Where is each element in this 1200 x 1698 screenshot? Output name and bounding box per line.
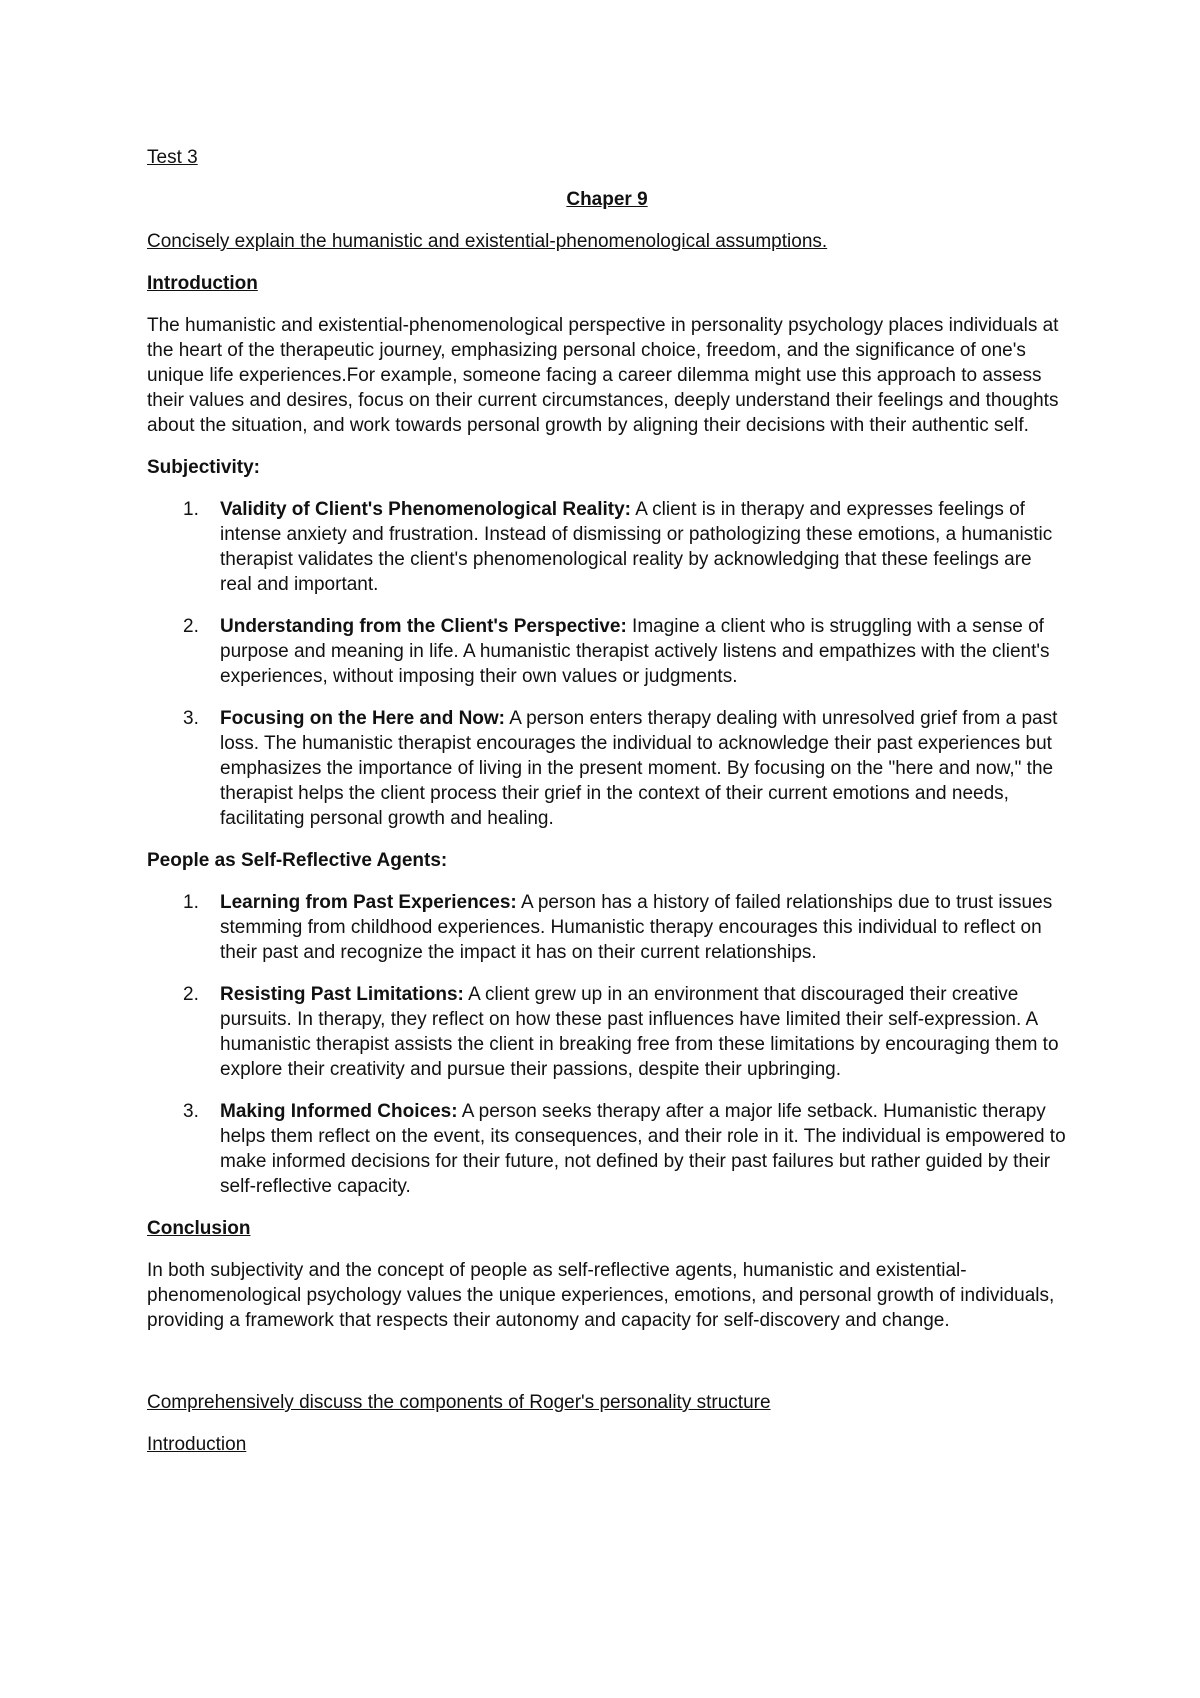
list-number: 3. [183, 708, 199, 729]
chapter-title: Chaper 9 [566, 189, 648, 210]
list-item-text: Imagine a client who is struggling with a sense of purpose and meaning in life. A humanistic therapist actively listens and empathizes with the client's experiences, without imposing their own values or judgments. [220, 616, 1050, 687]
list-item-text: A client grew up in an environment that discouraged their creative pursuits. In therapy, they reflect on how these past influences have limited their self-expression. A humanistic therapist assists the client in breaking free from these limitations by encouraging them to explore their creativity and pursue their passions, despite their upbringing. [220, 984, 1059, 1080]
list-item-title: Making Informed Choices: [220, 1101, 458, 1122]
list-item [147, 497, 1067, 597]
list-item-title: Understanding from the Client's Perspective: [220, 616, 627, 637]
list-item-text: A person has a history of failed relationships due to trust issues stemming from childhood experiences. Humanistic therapy encourages this individual to reflect on their past and recognize the impact it has on their current relationships. [220, 892, 1053, 963]
list-number: 3. [183, 1101, 199, 1122]
intro-heading: Introduction [147, 273, 258, 294]
list-number: 1. [183, 499, 199, 520]
list-item-title: Focusing on the Here and Now: [220, 708, 506, 729]
conclusion-heading: Conclusion [147, 1218, 251, 1239]
list-number: 2. [183, 984, 199, 1005]
subjectivity-heading: Subjectivity: [147, 457, 260, 478]
list-item-text: A person enters therapy dealing with unresolved grief from a past loss. The humanistic therapist encourages the individual to acknowledge their past experiences but emphasizes the importance of living in the present moment. By focusing on the "here and now," the therapist helps the client process their grief in the context of their current emotions and needs, facilitating personal growth and healing. [220, 708, 1058, 829]
list-item [147, 706, 1067, 831]
question-2: Comprehensively discuss the components of Roger's personality structure [147, 1392, 771, 1413]
agents-heading: People as Self-Reflective Agents: [147, 850, 448, 871]
document-body [147, 145, 1067, 1474]
list-item-text: A person seeks therapy after a major life setback. Humanistic therapy helps them reflect on the event, its consequences, and their role in it. The individual is empowered to make informed decisions for their future, not defined by their past failures but rather guided by their self-reflective capacity. [220, 1101, 1066, 1197]
list-number: 2. [183, 616, 199, 637]
list-number: 1. [183, 892, 199, 913]
list-item-title: Learning from Past Experiences: [220, 892, 517, 913]
conclusion-paragraph: In both subjectivity and the concept of people as self-reflective agents, humanistic and existential-phenomenological psychology values the unique experiences, emotions, and personal growth of individuals, providing a framework that respects their autonomy and capacity for self-discovery and change. [147, 1260, 1055, 1331]
agents-list [147, 890, 1067, 1199]
list-item [147, 1099, 1067, 1199]
list-item [147, 982, 1067, 1082]
list-item-text: A client is in therapy and expresses feelings of intense anxiety and frustration. Instead of dismissing or pathologizing these emotions, a humanistic therapist validates the client's phenomenological reality by acknowledging that these feelings are real and important. [220, 499, 1053, 595]
subjectivity-list [147, 497, 1067, 831]
intro2-heading: Introduction [147, 1434, 247, 1455]
question-1: Concisely explain the humanistic and existential-phenomenological assumptions. [147, 231, 828, 252]
list-item-title: Resisting Past Limitations: [220, 984, 464, 1005]
list-item [147, 890, 1067, 965]
test-label: Test 3 [147, 147, 198, 168]
blank-line [147, 1350, 1067, 1390]
list-item-title: Validity of Client's Phenomenological Reality: [220, 499, 631, 520]
list-item [147, 614, 1067, 689]
intro-paragraph: The humanistic and existential-phenomenological perspective in personality psychology places individuals at the heart of the therapeutic journey, emphasizing personal choice, freedom, and the significance of one's unique life experiences.For example, someone facing a career dilemma might use this approach to assess their values and desires, focus on their current circumstances, deeply understand their feelings and thoughts about the situation, and work towards personal growth by aligning their decisions with their authentic self. [147, 315, 1059, 436]
